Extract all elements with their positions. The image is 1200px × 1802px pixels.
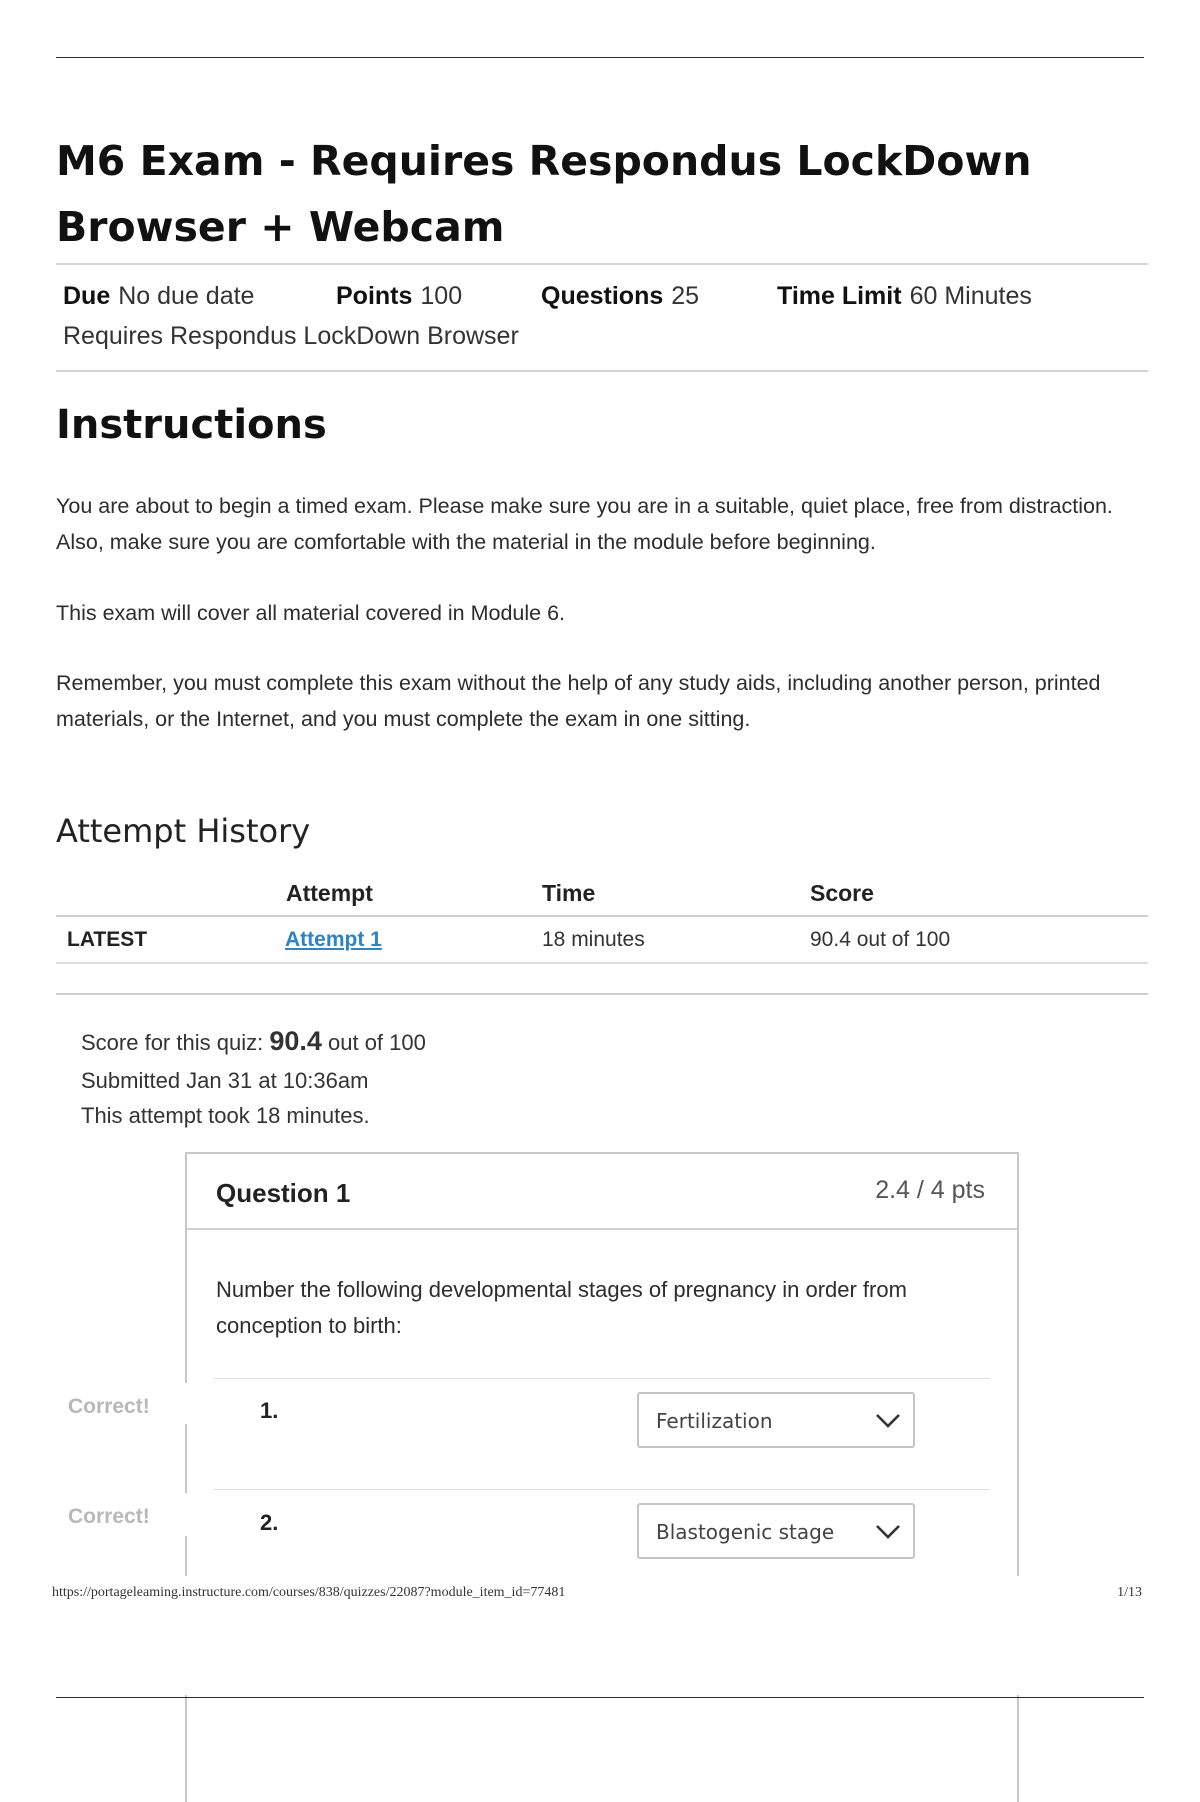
results-divider xyxy=(56,993,1148,995)
answer-divider xyxy=(214,1489,990,1490)
question-text: Number the following developmental stages of pregnancy in order from conception to birth: xyxy=(216,1277,907,1338)
quiz-score-line xyxy=(81,1026,426,1057)
duration-text: This attempt took 18 minutes. xyxy=(81,1103,370,1128)
answer-divider xyxy=(214,1378,990,1379)
score-prefix: Score for this quiz: xyxy=(81,1030,264,1055)
table-header-divider xyxy=(56,915,1148,917)
instructions-paragraph-1: You are about to begin a timed exam. Please make sure you are in a suitable, quiet place, free from distraction. Also, make sure you are comfortable with the material in the module before beginning. xyxy=(56,494,1113,554)
latest-label: LATEST xyxy=(67,928,148,951)
time-limit-label: Time Limit xyxy=(777,282,902,310)
status-gap xyxy=(184,1383,187,1424)
due-label: Due xyxy=(63,282,111,310)
answer-select-2[interactable] xyxy=(637,1503,915,1559)
status-gap xyxy=(184,1493,187,1536)
time-limit-meta xyxy=(777,282,1032,311)
question-points: 2.4 / 4 pts xyxy=(875,1176,985,1204)
lockdown-note: Requires Respondus LockDown Browser xyxy=(63,322,519,350)
questions-meta xyxy=(541,282,699,311)
questions-label: Questions xyxy=(541,282,664,310)
column-header-attempt: Attempt xyxy=(286,880,373,906)
questions-value: 25 xyxy=(671,282,700,310)
score-suffix: out of 100 xyxy=(328,1030,426,1055)
points-meta xyxy=(336,282,462,311)
footer-page-number: 1/13 xyxy=(1117,1585,1142,1600)
answer-1-status: Correct! xyxy=(68,1395,150,1418)
answer-2-status: Correct! xyxy=(68,1505,150,1528)
attempt-score: 90.4 out of 100 xyxy=(810,928,951,951)
column-header-score: Score xyxy=(810,880,874,906)
question-header xyxy=(187,1154,1017,1230)
answer-number-2: 2. xyxy=(260,1510,279,1535)
answer-select-1[interactable] xyxy=(637,1392,915,1448)
page-top-rule xyxy=(56,57,1144,58)
chevron-down-icon xyxy=(873,1519,903,1543)
answer-number-1: 1. xyxy=(260,1398,279,1423)
page-bottom-rule xyxy=(56,1697,1144,1698)
question-title: Question 1 xyxy=(216,1178,351,1208)
due-value: No due date xyxy=(118,282,255,310)
exam-title: M6 Exam - Requires Respondus LockDown Browser + Webcam xyxy=(56,137,1032,251)
points-value: 100 xyxy=(420,282,463,310)
score-value: 90.4 xyxy=(269,1026,322,1056)
instructions-heading: Instructions xyxy=(56,402,327,448)
attempt-history-heading: Attempt History xyxy=(56,812,311,850)
attempt-time: 18 minutes xyxy=(542,928,645,951)
footer-url: https://portageleaming.instructure.com/courses/838/quizzes/22087?module_item_id=77481 xyxy=(52,1585,566,1600)
table-row-divider xyxy=(56,962,1148,964)
chevron-down-icon xyxy=(873,1408,903,1432)
details-bottom-divider xyxy=(56,370,1148,372)
details-top-divider xyxy=(56,263,1148,265)
column-header-time: Time xyxy=(542,880,596,906)
instructions-paragraph-2: This exam will cover all material covered in Module 6. xyxy=(56,601,566,625)
submitted-text: Submitted Jan 31 at 10:36am xyxy=(81,1068,369,1093)
attempt-link-text[interactable]: Attempt 1 xyxy=(285,928,382,951)
due-meta xyxy=(63,282,254,311)
time-limit-value: 60 Minutes xyxy=(909,282,1032,310)
answer-select-2-value: Blastogenic stage xyxy=(656,1520,835,1544)
answer-select-1-value: Fertilization xyxy=(656,1409,773,1433)
instructions-paragraph-3: Remember, you must complete this exam without the help of any study aids, including another person, printed materials, or the Internet, and you must complete the exam in one sitting. xyxy=(56,671,1101,731)
points-label: Points xyxy=(336,282,413,310)
question-card xyxy=(185,1152,1019,1802)
attempt-1-link[interactable] xyxy=(285,928,382,952)
